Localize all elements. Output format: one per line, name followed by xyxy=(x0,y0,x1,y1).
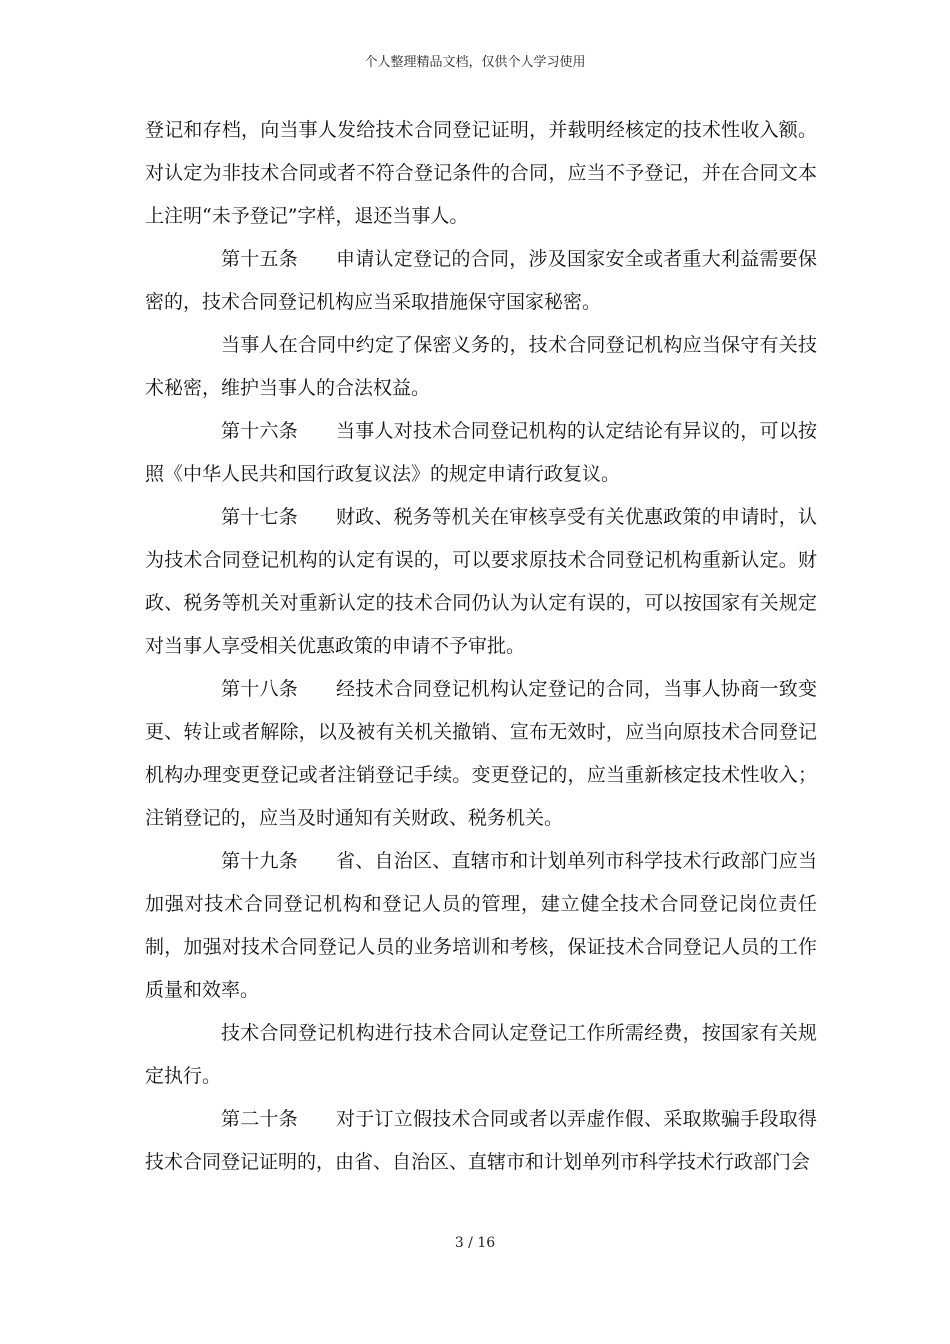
article-number: 第十七条 xyxy=(221,506,298,528)
paragraph-text: 对于订立假技术合同或者以弄虚作假、采取欺骗手段取得技术合同登记证明的，由省、自治区、直辖市和计划单列市科学技术行政部门会 xyxy=(145,1108,817,1173)
article-16-paragraph xyxy=(145,410,817,496)
paragraph-text: 经技术合同登记机构认定登记的合同，当事人协商一致变更、转让或者解除，以及被有关机关撤销、宣布无效时，应当向原技术合同登记机构办理变更登记或者注销登记手续。变更登记的，应当重新核定技术性收入；注销登记的，应当及时通知有关财政、税务机关。 xyxy=(145,678,817,829)
article-20-paragraph xyxy=(145,1098,817,1184)
article-number: 第十八条 xyxy=(221,678,298,700)
article-15-paragraph xyxy=(145,238,817,324)
paragraph-continuation xyxy=(145,109,817,238)
paragraph-text: 登记和存档，向当事人发给技术合同登记证明，并载明经核定的技术性收入额。对认定为非技术合同或者不符合登记条件的合同，应当不予登记，并在合同文本上注明“未予登记”字样，退还当事人。 xyxy=(145,119,817,227)
page-header xyxy=(0,54,950,72)
article-number: 第十六条 xyxy=(221,420,298,442)
article-19-sub-paragraph xyxy=(145,1012,817,1098)
article-18-paragraph xyxy=(145,668,817,840)
header-text: 个人整理精品文档，仅供个人学习使用 xyxy=(364,55,586,70)
paragraph-text: 财政、税务等机关在审核享受有关优惠政策的申请时，认为技术合同登记机构的认定有误的，可以要求原技术合同登记机构重新认定。财政、税务等机关对重新认定的技术合同仍认为认定有误的，可以按国家有关规定对当事人享受相关优惠政策的申请不予审批。 xyxy=(145,506,817,657)
article-15-sub-paragraph xyxy=(145,324,817,410)
article-number: 第十五条 xyxy=(221,248,298,270)
article-17-paragraph xyxy=(145,496,817,668)
paragraph-text: 当事人对技术合同登记机构的认定结论有异议的，可以按照《中华人民共和国行政复议法》的规定申请行政复议。 xyxy=(145,420,817,485)
page-number: 3 / 16 xyxy=(454,1235,496,1251)
paragraph-text: 省、自治区、直辖市和计划单列市科学技术行政部门应当加强对技术合同登记机构和登记人员的管理，建立健全技术合同登记岗位责任制，加强对技术合同登记人员的业务培训和考核，保证技术合同登记人员的工作质量和效率。 xyxy=(145,850,817,1001)
document-body xyxy=(145,109,817,1184)
paragraph-text: 当事人在合同中约定了保密义务的，技术合同登记机构应当保守有关技术秘密，维护当事人的合法权益。 xyxy=(145,334,817,399)
article-number: 第十九条 xyxy=(221,850,298,872)
page-footer xyxy=(0,1234,950,1252)
paragraph-text: 技术合同登记机构进行技术合同认定登记工作所需经费，按国家有关规定执行。 xyxy=(145,1022,817,1087)
paragraph-text: 申请认定登记的合同，涉及国家安全或者重大利益需要保密的，技术合同登记机构应当采取措施保守国家秘密。 xyxy=(145,248,817,313)
article-number: 第二十条 xyxy=(221,1108,298,1130)
article-19-paragraph xyxy=(145,840,817,1012)
